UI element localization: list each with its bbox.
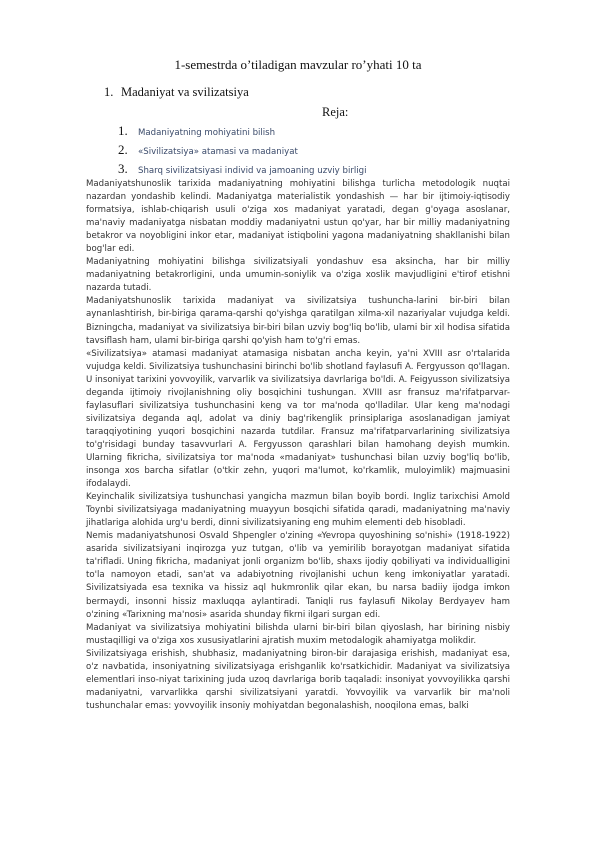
topic-label: Madaniyat va svilizatsiya [121,85,249,99]
body-paragraph: «Sivilizatsiya» atamasi madaniyat atamasiga nisbatan ancha keyin, ya'ni XVIII asr o'rtalarida vujudga keldi. Sivilizatsiya tushunchasini birinchi bo'lib shotland faylasufi A. Fergyusson qo'llagan. U insoniyat tarixini yovvoyilik, varvarlik va sivilizatsiya davrlariga bo'ldi. A. Feigyusson sivilizatsiya deganda ijtimoiy rivojlanishning oliy bosqichini tushungan. XVIII asr fransuz ma'rifatparvar-faylasuflari sivilizatsiya tushunchasini keng va tor ma'noda qo'lladilar. Ular keng ma'nodagi sivilizatsiya deganda aql, adolat va diniy bag'rikenglik prinsiplariga asoslanadigan jamiyat taraqqiyotining yuqori bosqichini nazarda tutdilar. Fransuz ma'rifatparvarlarining sivilizatsiya to'g'risidagi bunday tasavvurlari A. Fergyusson qarashlari bilan hamohang deyish mumkin. Ularning fikricha, sivilizatsiya tor ma'noda «madaniyat» tushunchasi bilan uzviy bog'liq bo'lib, insonga xos barcha sifatlar (o'tkir zehn, yuqori ma'lumot, ko'rkamlik, muloyimlik) majmuasini ifodalaydi. [86,348,510,490]
plan-item-number: 1. [118,123,128,138]
plan-item [118,142,367,161]
plan-item-text: Sharq sivilizatsiyasi individ va jamoaning uzviy birligi [138,166,367,176]
plan-item-number: 3. [118,161,128,176]
plan-item [118,123,367,142]
body-paragraph: Madaniyat va sivilizatsiya mohiyatini bilishda ularni bir-biri bilan qiyoslash, har birining nisbiy mustaqilligi va o'ziga xos xususiyatlarini ajratish muxim metodalogik ahamiyatga molikdir. [86,622,510,646]
plan-list [118,123,367,180]
body-paragraph: Nemis madaniyatshunosi Osvald Shpengler o'zining «Yevropa quyoshining so'nishi» (1918-1922) asarida sivilizatsiyani inqirozga yuz tutgan, o'lib va yemirilib borayotgan madaniyat sifatida ta'rifladi. Uning fikricha, madaniyat jonli organizm bo'lib, shaxs ijodiy qobiliyati va individualligini to'la namoyon etadi, san'at va adabiyotning rivojlanishi uchun keng imkoniyatlar yaratadi. Sivilizatsiyada esa texnika va hissiz aql hukmronlik qilar ekan, bu narsa badiiy ijodga imkon bermaydi, insonni hissiz maxluqqa aylantiradi. Taniqli rus faylasufi Nikolay Berdyayev ham o'zining «Tarixning ma'nosi» asarida shunday fikrni ilgari surgan edi. [86,531,510,620]
body-text [86,178,510,713]
plan-item-number: 2. [118,142,128,157]
topic-number: 1. [104,85,114,99]
topic-heading [104,85,249,100]
body-paragraph: Sivilizatsiyaga erishish, shubhasiz, madaniyatning biron-bir darajasiga erishish, madaniyat esa, o'z navbatida, insoniyatning sivilizatsiyaga erishganlik ko'rsatkichidir. Madaniyat va sivilizatsiya elementlari inso-niyat tarixining juda uzoq davrlariga borib taqaladi: insoniyat yovvoyilikka qarshi madaniyatni, varvarlikka qarshi sivilizatsiyani yaratdi. Yovvoyilik va varvarlik bir ma'noli tushunchalar emas: yovvoyilik insoniy mohiyatdan begonalashish, nooqilona emas, balki [86,648,510,711]
plan-heading: Reja: [322,105,349,119]
body-paragraph: Madaniyatshunoslik tarixida madaniyat va sivilizatsiya tushuncha-larini bir-biri bilan aynanlashtirish, bir-biriga qarama-qarshi qo'yishga qaratilgan xilma-xil nazariyalar vujudga keldi. Bizningcha, madaniyat va sivilizatsiya bir-biri bilan uzviy bog'liq bo'lib, ulami bir xil hodisa sifatida tavsiflash ham, ulami bir-biriga qarshi qo'yish ham to'g'ri emas. [86,296,510,346]
body-paragraph: Madaniyatshunoslik tarixida madaniyatning mohiyatini bilishga turlicha metodologik nuqtai nazardan yondashib kelindi. Madaniyatga materialistik yondashish — har bir ijtimoiy-iqtisodiy formatsiya, ishlab-chiqarish usuli o'ziga xos madaniyat yaratadi, degan g'oyaga asoslanar, ma'naviy madaniyatga nisbatan moddiy madaniyatni ustun qo'yar, har bir milliy madaniyatning betakror va noyobligini inkor etar, madaniyat istiqbolini yagona madaniyatning shakllanishi bilan bog'lar edi. [86,179,510,255]
body-paragraph: Madaniyatning mohiyatini bilishga sivilizatsiyali yondashuv esa aksincha, har bir milliy madaniyatning betakrorligini, unda umumin-soniylik va o'ziga xoslik mavjudligini e'tirof etishni nazarda tutadi. [86,257,510,294]
plan-item-text: «Sivilizatsiya» atamasi va madaniyat [138,147,298,157]
page-title: 1-semestrda o’tiladigan mavzular ro’yhati 10 ta [174,57,422,72]
body-paragraph: Keyinchalik sivilizatsiya tushunchasi yangicha mazmun bilan boyib bordi. Ingliz tarixchisi Amold Toynbi sivilizatsiyaga madaniyatning muayyun bosqichi sifatida qaradi, madaniyatning ma'naviy jihatlariga alohida urg'u berdi, dinni sivilizatsiyaning eng muhim elementi deb hisobladi. [86,492,510,529]
plan-item-text: Madaniyatning mohiyatini bilish [138,128,276,138]
